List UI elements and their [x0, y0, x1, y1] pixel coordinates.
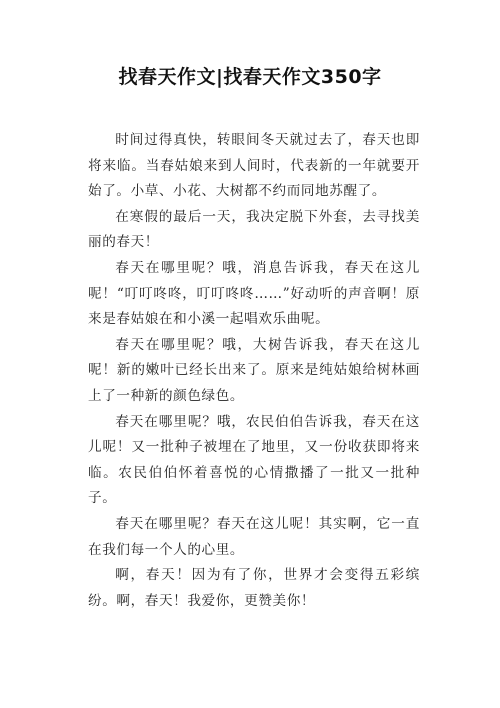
paragraph-7: 啊，春天！因为有了你，世界才会变得五彩缤纷。啊，春天！我爱你，更赞美你！ [88, 567, 420, 609]
paragraph-6: 春天在哪里呢？春天在这儿呢！其实啊，它一直在我们每一个人的心里。 [88, 515, 420, 558]
paragraph-1: 时间过得真快，转眼间冬天就过去了，春天也即将来临。当春姑娘来到人间时，代表新的一年就要开始了。小草、小花、大树都不约而同地苏醒了。 [88, 132, 420, 200]
paragraph-4: 春天在哪里呢？哦，大树告诉我，春天在这儿呢！新的嫩叶已经长出来了。原来是纯姑娘给树林画上了一种新的颜色绿色。 [88, 336, 420, 404]
paragraph-5: 春天在哪里呢？哦，农民伯伯告诉我，春天在这儿呢！又一批种子被埋在了地里，又一份收获即将来临。农民伯伯怀着喜悦的心情撒播了一批又一批种子。 [88, 413, 420, 507]
paragraph-2: 在寒假的最后一天，我决定脱下外套，去寻找美丽的春天！ [88, 208, 420, 251]
page-title: 找春天作文|找春天作文350字 [118, 66, 382, 88]
paragraph-3: 春天在哪里呢？哦，消息告诉我，春天在这儿呢！“叮叮咚咚，叮叮咚咚……”好动听的声音啊！原来是春姑娘在和小溪一起唱欢乐曲呢。 [88, 259, 420, 328]
essay-body [88, 128, 420, 614]
